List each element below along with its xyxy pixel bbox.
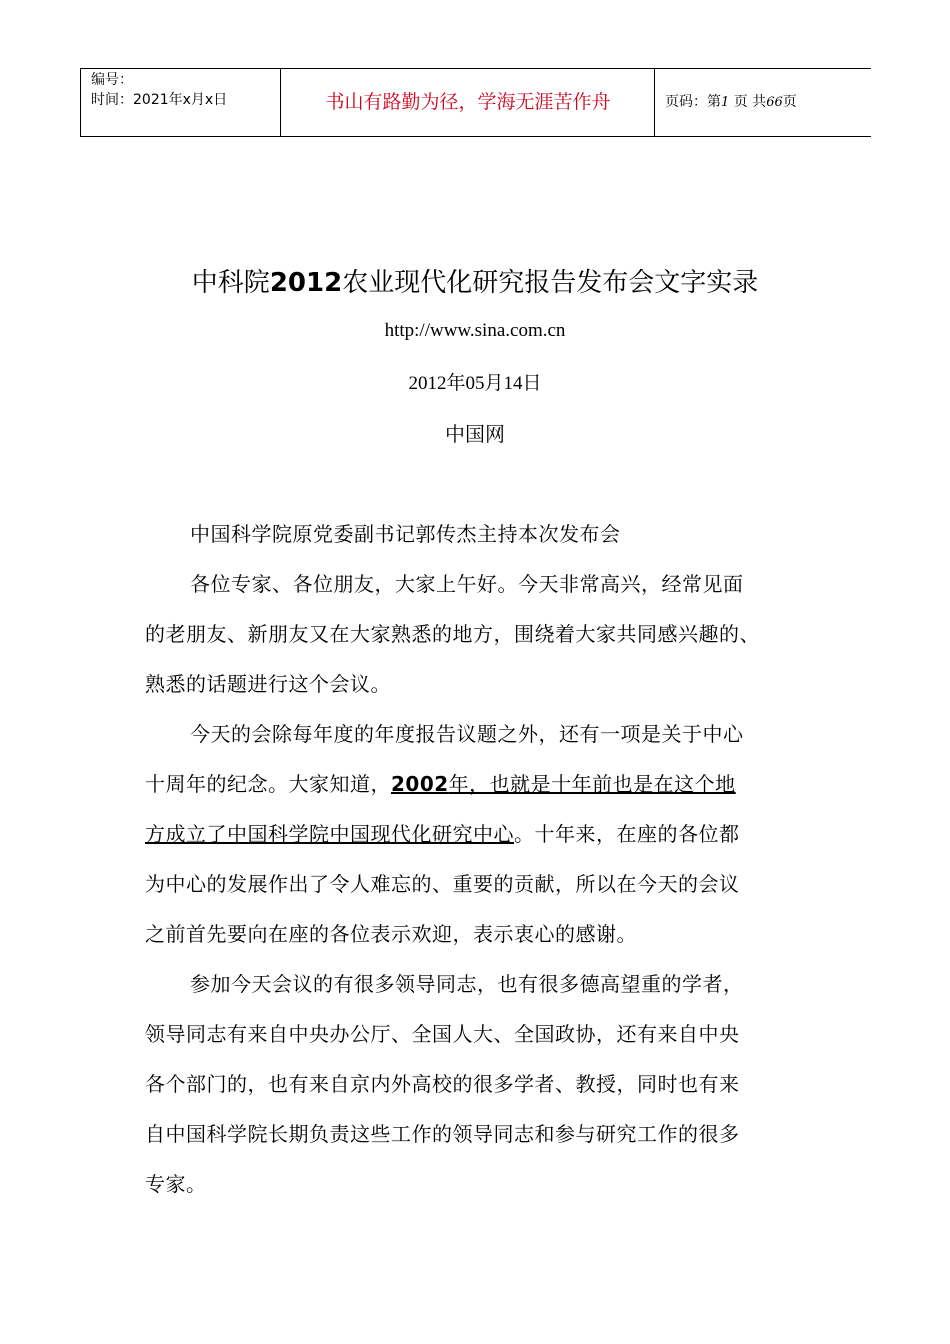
motto: 书山有路勤为径，学海无涯苦作舟 xyxy=(282,69,655,136)
underlined-text: 方成立了中国科学院中国现代化研究中心 xyxy=(145,822,514,846)
page-suffix: 页 xyxy=(782,94,797,110)
document-title xyxy=(0,262,950,299)
year-2002: 2002 xyxy=(391,772,449,796)
line-text: 。十年来，在座的各位都 xyxy=(514,822,740,846)
source-name: 中国网 xyxy=(445,422,505,446)
paragraph-line: 熟悉的话题进行这个会议。 xyxy=(145,672,391,696)
page-counter xyxy=(655,69,871,136)
paragraph-line xyxy=(145,818,740,847)
paragraph-line: 参加今天会议的有很多领导同志，也有很多德高望重的学者， xyxy=(190,972,744,996)
title-prefix: 中科院 xyxy=(191,268,270,298)
paragraph-line: 领导同志有来自中央办公厅、全国人大、全国政协，还有来自中央 xyxy=(145,1022,740,1046)
paragraph-line: 中国科学院原党委副书记郭传杰主持本次发布会 xyxy=(190,522,621,546)
source-url: http://www.sina.com.cn xyxy=(384,320,566,341)
underlined-text xyxy=(391,772,736,796)
page-mid: 页 共 xyxy=(733,94,767,110)
paragraph-line: 之前首先要向在座的各位表示欢迎，表示衷心的感谢。 xyxy=(145,922,637,946)
page-current: 1 xyxy=(721,95,730,110)
paragraph-line: 今天的会除每年度的年度报告议题之外，还有一项是关于中心 xyxy=(190,722,744,746)
title-year: 2012 xyxy=(269,268,343,298)
header-meta-cell xyxy=(81,69,281,136)
paragraph-line: 为中心的发展作出了令人难忘的、重要的贡献，所以在今天的会议 xyxy=(145,872,740,896)
number-label: 编号： xyxy=(91,72,133,88)
paragraph-line: 自中国科学院长期负责这些工作的领导同志和参与研究工作的很多 xyxy=(145,1122,740,1146)
paragraph-line: 各个部门的，也有来自京内外高校的很多学者、教授，同时也有来 xyxy=(145,1072,740,1096)
page-prefix: 页码：第 xyxy=(665,94,721,110)
time-label: 时间：2021年x月x日 xyxy=(91,92,228,108)
paragraph-line xyxy=(145,768,736,797)
paragraph-line: 专家。 xyxy=(145,1172,207,1196)
header-table xyxy=(80,68,871,137)
line-text: 十周年的纪念。大家知道， xyxy=(145,772,391,796)
title-suffix: 农业现代化研究报告发布会文字实录 xyxy=(342,268,759,298)
publish-date: 2012年05月14日 xyxy=(408,373,542,394)
page-total: 66 xyxy=(766,95,783,110)
paragraph-line: 各位专家、各位朋友，大家上午好。今天非常高兴，经常见面 xyxy=(190,572,744,596)
paragraph-line: 的老朋友、新朋友又在大家熟悉的地方，围绕着大家共同感兴趣的、 xyxy=(145,622,760,646)
line-text: 年，也就是十年前也是在这个地 xyxy=(448,772,736,796)
